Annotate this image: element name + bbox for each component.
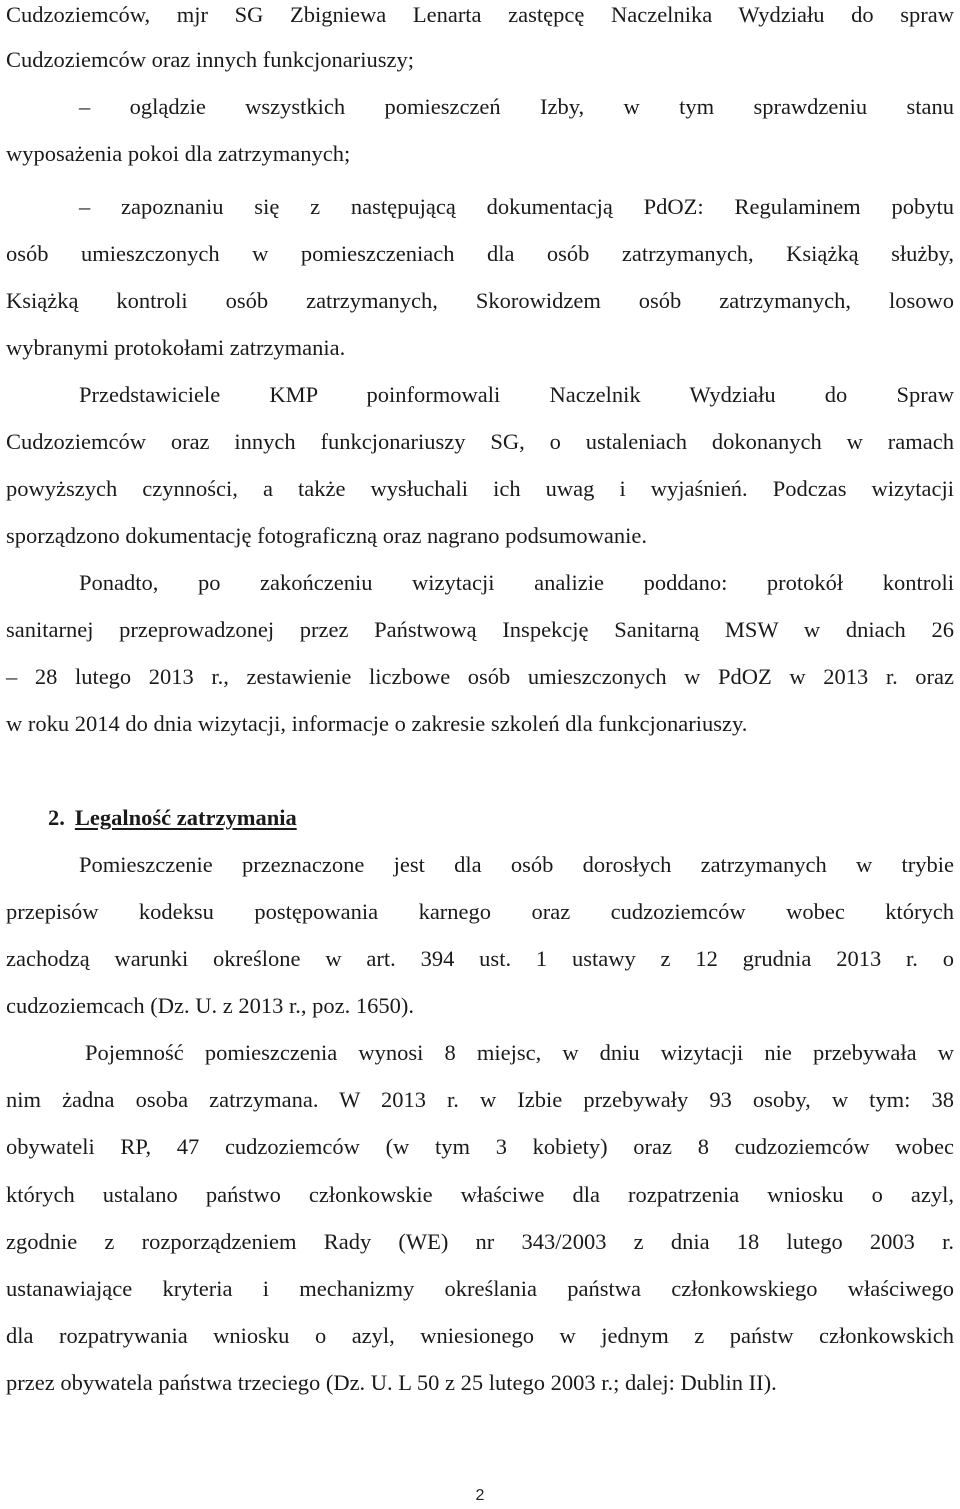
section-heading bbox=[48, 803, 297, 833]
body-text-line: nim żadna osoba zatrzymana. W 2013 r. w Izbie przebywały 93 osoby, w tym: 38 bbox=[6, 1087, 954, 1112]
section-number: 2. bbox=[48, 805, 65, 830]
body-text-line: Cudzoziemców oraz innych funkcjonariuszy SG, o ustaleniach dokonanych w ramach bbox=[6, 429, 954, 454]
body-text-line: sporządzono dokumentację fotograficzną oraz nagrano podsumowanie. bbox=[6, 523, 647, 548]
body-text-line: zgodnie z rozporządzeniem Rady (WE) nr 343/2003 z dnia 18 lutego 2003 r. bbox=[6, 1229, 954, 1254]
paragraph-first-line: Pomieszczenie przeznaczone jest dla osób dorosłych zatrzymanych w trybie bbox=[79, 852, 954, 877]
body-text-line: przez obywatela państwa trzeciego (Dz. U. L 50 z 25 lutego 2003 r.; dalej: Dublin II). bbox=[6, 1370, 777, 1395]
paragraph-first-line: Pojemność pomieszczenia wynosi 8 miejsc, w dniu wizytacji nie przebywała w bbox=[85, 1040, 954, 1065]
page-number: 2 bbox=[475, 1487, 485, 1504]
body-text-line: sanitarnej przeprowadzonej przez Państwową Inspekcję Sanitarną MSW w dniach 26 bbox=[6, 617, 954, 642]
body-text-line: Cudzoziemców, mjr SG Zbigniewa Lenarta zastępcę Naczelnika Wydziału do spraw bbox=[6, 2, 954, 27]
body-text-line: Książką kontroli osób zatrzymanych, Skorowidzem osób zatrzymanych, losowo bbox=[6, 288, 954, 313]
list-item-line: – oglądzie wszystkich pomieszczeń Izby, w tym sprawdzeniu stanu bbox=[79, 94, 954, 119]
body-text-line: ustanawiające kryteria i mechanizmy określania państwa członkowskiego właściwego bbox=[6, 1276, 954, 1301]
body-text-line: Cudzoziemców oraz innych funkcjonariuszy; bbox=[6, 47, 414, 72]
list-item-line: – zapoznaniu się z następującą dokumentacją PdOZ: Regulaminem pobytu bbox=[79, 194, 954, 219]
body-text-line: obywateli RP, 47 cudzoziemców (w tym 3 kobiety) oraz 8 cudzoziemców wobec bbox=[6, 1134, 954, 1159]
body-text-line: wyposażenia pokoi dla zatrzymanych; bbox=[6, 141, 351, 166]
section-title: Legalność zatrzymania bbox=[74, 805, 297, 830]
body-text-line: osób umieszczonych w pomieszczeniach dla osób zatrzymanych, Książką służby, bbox=[6, 241, 954, 266]
body-text-line: których ustalano państwo członkowskie właściwe dla rozpatrzenia wniosku o azyl, bbox=[6, 1182, 954, 1207]
paragraph-first-line: Ponadto, po zakończeniu wizytacji analizie poddano: protokół kontroli bbox=[79, 570, 954, 595]
body-text-line: cudzoziemcach (Dz. U. z 2013 r., poz. 1650). bbox=[6, 993, 414, 1018]
body-text-line: wybranymi protokołami zatrzymania. bbox=[6, 335, 346, 360]
body-text-line: – 28 lutego 2013 r., zestawienie liczbowe osób umieszczonych w PdOZ w 2013 r. oraz bbox=[6, 664, 954, 689]
body-text-line: dla rozpatrywania wniosku o azyl, wniesionego w jednym z państw członkowskich bbox=[6, 1323, 954, 1348]
body-text-line: w roku 2014 do dnia wizytacji, informacje o zakresie szkoleń dla funkcjonariuszy. bbox=[6, 711, 748, 736]
body-text-line: powyższych czynności, a także wysłuchali ich uwag i wyjaśnień. Podczas wizytacji bbox=[6, 476, 954, 501]
body-text-line: przepisów kodeksu postępowania karnego oraz cudzoziemców wobec których bbox=[6, 899, 954, 924]
body-text-line: zachodzą warunki określone w art. 394 ust. 1 ustawy z 12 grudnia 2013 r. o bbox=[6, 946, 954, 971]
paragraph-first-line: Przedstawiciele KMP poinformowali Naczelnik Wydziału do Spraw bbox=[79, 382, 954, 407]
